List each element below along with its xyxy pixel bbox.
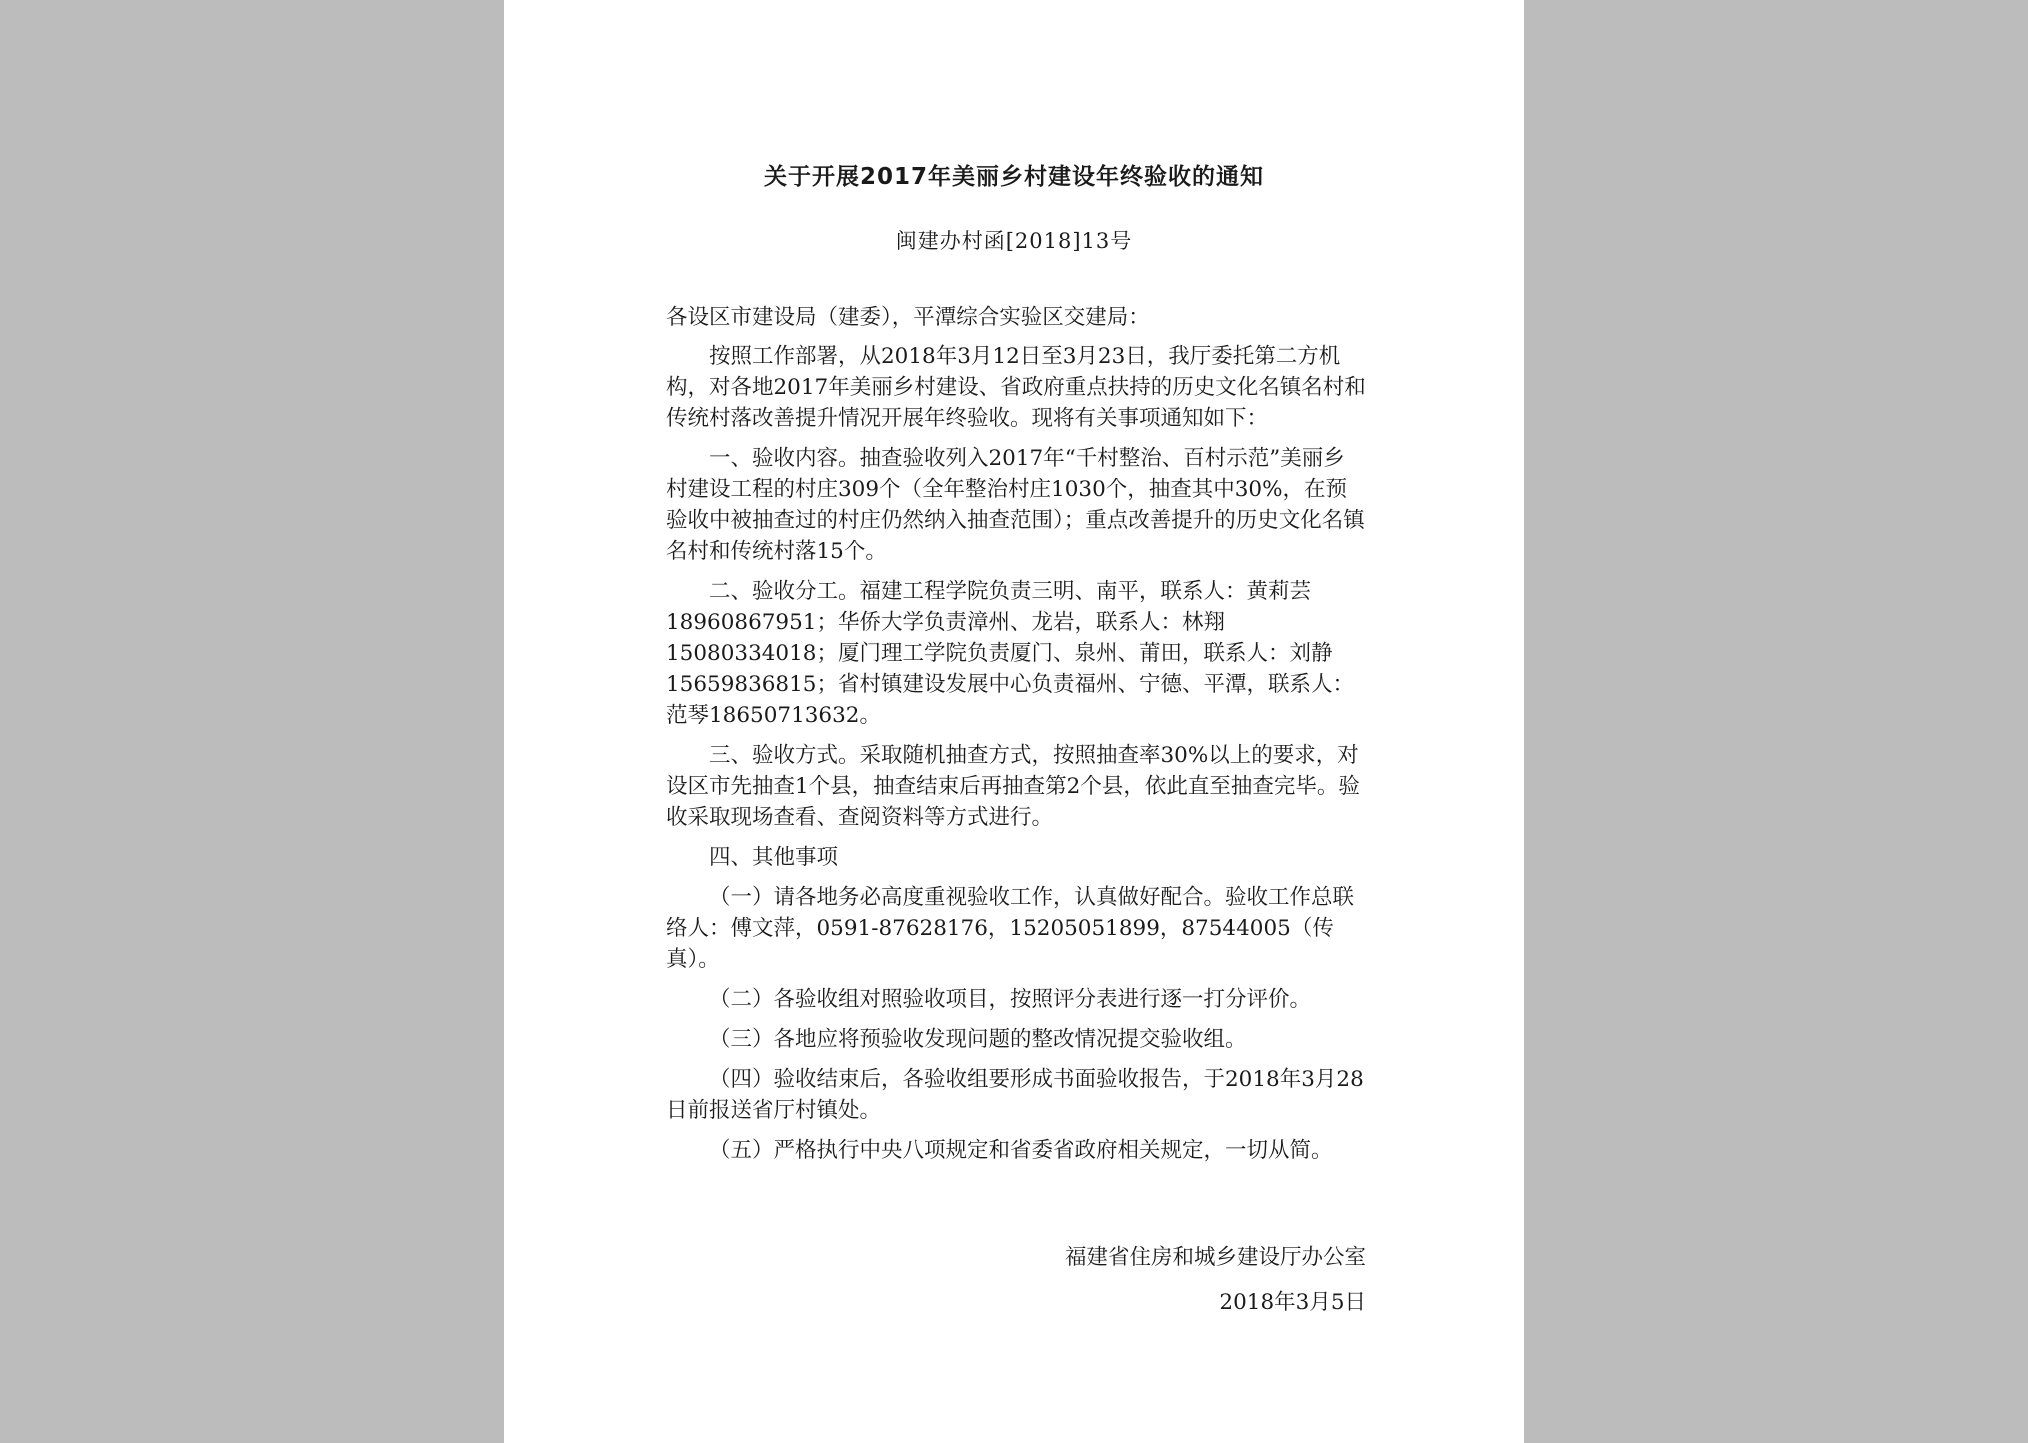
paragraph-section-1: 一、验收内容。抽查验收列入2017年“千村整治、百村示范”美丽乡村建设工程的村庄309个（全年整治村庄1030个，抽查其中30%，在预验收中被抽查过的村庄仍然纳入抽查范围）；重点改善提升的历史文化名镇名村和传统村落15个。 [666, 446, 1365, 564]
salutation: 各设区市建设局（建委），平潭综合实验区交建局： [666, 305, 1150, 330]
paragraph-section-2: 二、验收分工。福建工程学院负责三明、南平，联系人：黄莉芸18960867951；华侨大学负责漳州、龙岩，联系人：林翔15080334018；厦门理工学院负责厦门、泉州、莆田，联系人：刘静15659836815；省村镇建设发展中心负责福州、宁德、平潭，联系人：范琴18650713632。 [666, 579, 1354, 728]
document-title: 关于开展2017年美丽乡村建设年终验收的通知 [763, 164, 1264, 190]
paragraph-section-4-heading: 四、其他事项 [709, 845, 839, 870]
document-body [666, 302, 1366, 1175]
signature-date: 2018年3月5日 [1219, 1290, 1366, 1315]
paragraph-item-2: （二）各验收组对照验收项目，按照评分表进行逐一打分评价。 [709, 987, 1312, 1012]
paragraph-item-4: （四）验收结束后，各验收组要形成书面验收报告，于2018年3月28日前报送省厅村镇处。 [666, 1067, 1364, 1123]
paragraph-item-1: （一）请各地务必高度重视验收工作，认真做好配合。验收工作总联络人：傅文萍，0591-87628176，15205051899，87544005（传真）。 [666, 885, 1355, 972]
signature-organization: 福建省住房和城乡建设厅办公室 [1064, 1245, 1366, 1270]
paragraph-item-3: （三）各地应将预验收发现问题的整改情况提交验收组。 [709, 1027, 1247, 1052]
paragraph-intro: 按照工作部署，从2018年3月12日至3月23日，我厅委托第二方机构，对各地2017年美丽乡村建设、省政府重点扶持的历史文化名镇名村和传统村落改善提升情况开展年终验收。现将有关事项通知如下： [666, 344, 1366, 431]
document-number: 闽建办村函[2018]13号 [895, 229, 1133, 253]
paragraph-item-5: （五）严格执行中央八项规定和省委省政府相关规定，一切从简。 [709, 1138, 1333, 1163]
document-page [504, 0, 1524, 1443]
paragraph-section-3: 三、验收方式。采取随机抽查方式，按照抽查率30%以上的要求，对设区市先抽查1个县，抽查结束后再抽查第2个县，依此直至抽查完毕。验收采取现场查看、查阅资料等方式进行。 [666, 743, 1360, 830]
